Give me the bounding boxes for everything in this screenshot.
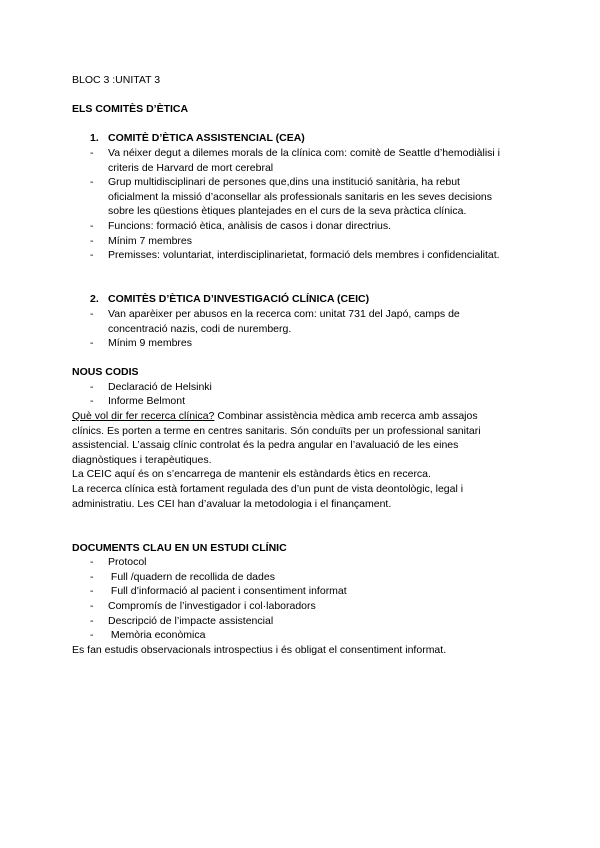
bullet-dash: - [90, 308, 94, 320]
list-item: Declaració de Helsinki [108, 381, 212, 393]
bullet-dash: - [90, 629, 94, 641]
bullet-dash: - [90, 556, 94, 568]
section2-title: COMITÈS D’ÈTICA D’INVESTIGACIÓ CLÍNICA (CEIC) [108, 293, 370, 305]
list-item: Compromís de l’investigador i col·laboradors [108, 600, 316, 612]
bullet-dash: - [90, 381, 94, 393]
paragraph-line: assistencial. L’assaig clínic controlat és la pedra angular en l’avaluació de les eines [72, 439, 459, 451]
main-title: ELS COMITÈS D’ÈTICA [72, 103, 189, 115]
bullet-dash: - [90, 395, 94, 407]
bullet-dash: - [90, 585, 94, 597]
header-text: BLOC 3 :UNITAT 3 [72, 74, 161, 86]
bullet-dash: - [90, 600, 94, 612]
section1-title: COMITÈ D’ÈTICA ASSISTENCIAL (CEA) [108, 132, 305, 144]
documents-title: DOCUMENTS CLAU EN UN ESTUDI CLÍNIC [72, 542, 287, 554]
paragraph-line: La recerca clínica està fortament regulada des d’un punt de vista deontològic, legal i [72, 483, 464, 495]
question-text: Què vol dir fer recerca clínica? [72, 410, 215, 422]
bullet-dash: - [90, 220, 94, 232]
bullet-dash: - [90, 571, 94, 583]
list-item: Protocol [108, 556, 147, 568]
list-item: Memòria econòmica [108, 629, 206, 641]
list-item: Mínim 9 membres [108, 337, 193, 349]
list-item: Full d’informació al pacient i consentiment informat [108, 585, 347, 597]
paragraph-line: Què vol dir fer recerca clínica? Combinar assistència mèdica amb recerca amb assajos [72, 410, 478, 422]
closing-text: Es fan estudis observacionals introspectius i és obligat el consentiment informat. [72, 644, 447, 656]
section1-number: 1. [90, 132, 99, 144]
list-item: Premisses: voluntariat, interdisciplinarietat, formació dels membres i confidencialitat. [108, 249, 500, 261]
bullet-dash: - [90, 615, 94, 627]
paragraph-line: diagnòstiques i terapèutiques. [72, 454, 212, 466]
bullet-dash: - [90, 176, 94, 188]
list-item: Van aparèixer per abusos en la recerca com: unitat 731 del Japó, camps de concentració nazis, codi de nuremberg. [108, 308, 460, 335]
list-item: Mínim 7 membres [108, 235, 193, 247]
bullet-dash: - [90, 235, 94, 247]
nous-codis-title: NOUS CODIS [72, 366, 139, 378]
paragraph-line: administratiu. Les CEI han d’avaluar la metodologia i el finançament. [72, 498, 392, 510]
bullet-dash: - [90, 337, 94, 349]
paragraph-line: clínics. Es porten a terme en centres sanitaris. Són conduïts per un professional sanitari [72, 425, 481, 437]
bullet-dash: - [90, 147, 94, 159]
list-item: Funcions: formació ètica, anàlisis de casos i donar directrius. [108, 220, 392, 232]
list-item: Va néixer degut a dilemes morals de la clínica com: comitè de Seattle d’hemodiàlisi i criteris de Harvard de mort cerebral [108, 147, 500, 174]
bullet-dash: - [90, 249, 94, 261]
list-item: Descripció de l’impacte assistencial [108, 615, 274, 627]
section2-number: 2. [90, 293, 99, 305]
list-item: Full /quadern de recollida de dades [108, 571, 275, 583]
paragraph-line: La CEIC aquí és on s’encarrega de mantenir els estàndards ètics en recerca. [72, 468, 431, 480]
list-item: Informe Belmont [108, 395, 186, 407]
list-item: Grup multidisciplinari de persones que,dins una institució sanitària, ha rebut oficialment la missió d’aconsellar als professionals sanitaris en les seves decisions sobre les qüestions ètiques plantejades en el curs de la seva pràctica clínica. [108, 176, 493, 218]
